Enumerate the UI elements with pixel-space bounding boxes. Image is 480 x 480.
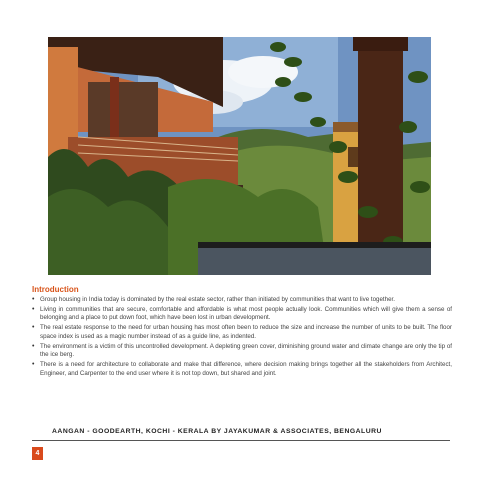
bullet-text: Group housing in India today is dominated by the real estate sector, rather than initiated by communities that want to live together.: [40, 296, 395, 303]
bullet-text: There is a need for architecture to collaborate and make that difference, where decision making brings together all the stakeholders from Architect, Engineer, and Carpenter to the end user where it is not top down, but shared and joint.: [40, 360, 452, 377]
list-item: [32, 343, 452, 360]
project-caption: AANGAN - GOODEARTH, KOCHI - KERALA BY JAYAKUMAR & ASSOCIATES, BENGALURU: [52, 428, 382, 435]
list-item: [32, 361, 452, 378]
list-item: [32, 296, 452, 305]
section-heading: Introduction: [32, 285, 79, 294]
bullet-text: Living in communities that are secure, comfortable and affordable is what most people actually look. Communities which will give them a sense of belonging and a place to put down foot, which have been lost in urban development.: [40, 305, 452, 322]
bullet-text: The real estate response to the need for urban housing has most often been to reduce the size and increase the number of units to be built. The floor space index is used as a magic number instead of as a guide line, as indented.: [40, 324, 452, 340]
bullet-icon: •: [32, 305, 35, 313]
bullet-text: The environment is a victim of this uncontrolled development. A depleting green cover, diminishing ground water and climate change are only the tip of the ice berg.: [40, 342, 452, 359]
bullet-icon: •: [32, 342, 35, 350]
list-item: [32, 324, 452, 341]
house-photo: [48, 37, 431, 275]
bullet-list: [32, 296, 452, 379]
list-item: [32, 306, 452, 323]
page-number: 4: [32, 447, 43, 460]
bullet-icon: •: [32, 324, 35, 332]
bullet-icon: •: [32, 360, 35, 368]
bullet-icon: •: [32, 296, 35, 303]
divider: [32, 440, 450, 441]
